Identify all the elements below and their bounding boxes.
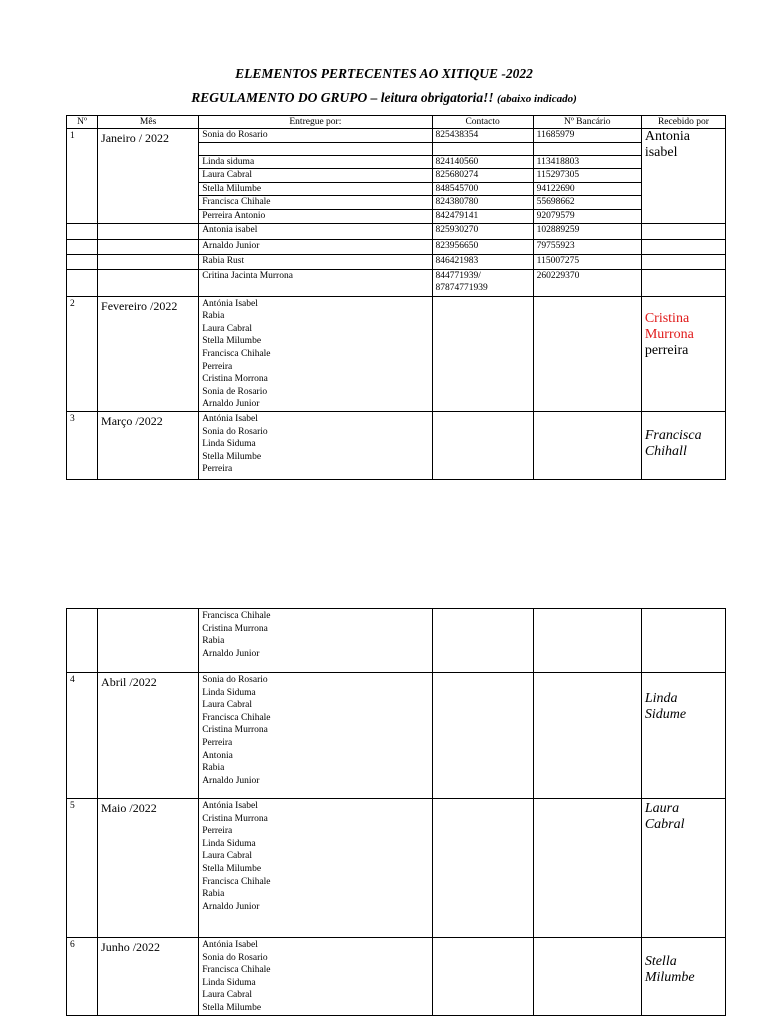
member-name	[199, 142, 432, 155]
list-item: Antónia Isabel	[202, 801, 258, 811]
member-name: Laura Cabral	[199, 169, 432, 183]
empty-cell	[533, 609, 641, 673]
member-contact: 825438354	[432, 129, 533, 143]
received-name: Linda	[644, 691, 678, 706]
list-item: Antónia Isabel	[202, 413, 258, 424]
list-item: Sonia do Rosario	[202, 426, 268, 437]
received-by	[641, 296, 725, 411]
empty-cell	[533, 296, 641, 411]
table-row	[67, 673, 726, 799]
list-item: Cristina Murrona	[202, 725, 268, 736]
list-item: Rabia	[202, 311, 225, 322]
empty-cell	[98, 223, 199, 239]
list-item: Francisca Chihale	[202, 965, 271, 976]
delivered-names	[199, 411, 432, 479]
member-bank: 92079579	[533, 209, 641, 223]
member-contact: 848545700	[432, 182, 533, 196]
empty-cell	[432, 799, 533, 938]
list-item: Linda Siduma	[202, 439, 256, 450]
list-item: Francisca Chihale	[202, 348, 271, 359]
list-item: Arnaldo Junior	[202, 399, 260, 410]
row-number: 2	[67, 296, 98, 411]
table-row	[67, 938, 726, 1016]
list-item: Perreira	[202, 361, 233, 372]
row-number: 3	[67, 411, 98, 479]
member-contact: 824140560	[432, 155, 533, 169]
empty-cell	[533, 799, 641, 938]
header-received-by: Recebido por	[641, 116, 725, 129]
list-item: Arnaldo Junior	[202, 775, 260, 786]
member-name: Stella Milumbe	[199, 182, 432, 196]
document-title: ELEMENTOS PERTECENTES AO XITIQUE -2022	[235, 66, 533, 81]
received-by	[641, 799, 725, 938]
subtitle-main: REGULAMENTO DO GRUPO – leitura obrigatoria!!	[191, 90, 494, 105]
member-bank: 55698662	[533, 196, 641, 210]
list-item: Sonia de Rosario	[202, 386, 268, 397]
row-number: 6	[67, 938, 98, 1016]
row-number: 1	[67, 129, 98, 224]
received-by	[641, 938, 725, 1016]
member-name: Perreira Antonio	[199, 209, 432, 223]
member-contact: 825680274	[432, 169, 533, 183]
empty-cell	[432, 673, 533, 799]
list-item: Laura Cabral	[202, 700, 253, 711]
list-item: Francisca Chihale	[202, 611, 271, 621]
header-contact: Contacto	[432, 116, 533, 129]
empty-cell	[67, 239, 98, 254]
received-name: Milumbe	[644, 970, 695, 985]
member-name: Sonia do Rosario	[199, 129, 432, 143]
list-item: Cristina Murrona	[202, 623, 268, 634]
list-item: Cristina Morrona	[202, 374, 268, 385]
list-item: Laura Cabral	[202, 851, 253, 862]
received-name-red: Murrona	[644, 326, 694, 342]
header-month: Mês	[98, 116, 199, 129]
member-name: Arnaldo Junior	[199, 239, 432, 254]
table-row	[67, 269, 726, 296]
member-contact: 825930270	[432, 223, 533, 239]
empty-cell	[641, 254, 725, 269]
member-name: Critina Jacinta Murrona	[199, 269, 432, 296]
row-month: Fevereiro /2022	[98, 296, 199, 411]
header-delivered-by: Entregue por:	[199, 116, 432, 129]
subtitle-note: (abaixo indicado)	[497, 93, 577, 105]
row-month: Abril /2022	[98, 673, 199, 799]
list-item: Laura Cabral	[202, 323, 253, 334]
empty-cell	[641, 223, 725, 239]
empty-cell	[533, 938, 641, 1016]
list-item: Perreira	[202, 826, 233, 837]
member-contact	[432, 269, 533, 296]
list-item: Laura Cabral	[202, 990, 253, 1001]
empty-cell	[641, 609, 725, 673]
received-name: Stella	[644, 954, 677, 969]
list-item: Francisca Chihale	[202, 876, 271, 887]
member-bank: 115007275	[533, 254, 641, 269]
received-name: Francisca	[644, 427, 702, 443]
list-item: Rabia	[202, 889, 225, 900]
member-name: Linda siduma	[199, 155, 432, 169]
empty-cell	[432, 411, 533, 479]
member-contact: 842479141	[432, 209, 533, 223]
list-item: Arnaldo Junior	[202, 901, 260, 912]
table-row	[67, 223, 726, 239]
empty-cell	[533, 411, 641, 479]
empty-cell	[641, 239, 725, 254]
header-num: Nº	[67, 116, 98, 129]
member-contact: 824380780	[432, 196, 533, 210]
member-bank: 94122690	[533, 182, 641, 196]
delivered-names	[199, 938, 432, 1016]
member-bank: 260229370	[533, 269, 641, 296]
member-bank: 113418803	[533, 155, 641, 169]
row-month: Janeiro / 2022	[98, 129, 199, 224]
member-bank	[533, 142, 641, 155]
member-name: Francisca Chihale	[199, 196, 432, 210]
contact-line: 87874771939	[435, 283, 488, 294]
list-item: Linda Siduma	[202, 687, 256, 698]
empty-cell	[67, 223, 98, 239]
header-bank-number: Nº Bancário	[533, 116, 641, 129]
received-name-red: Cristina	[644, 310, 690, 326]
list-item: Antónia Isabel	[202, 940, 258, 950]
empty-cell	[98, 239, 199, 254]
list-item: Arnaldo Junior	[202, 648, 260, 659]
row-number: 5	[67, 799, 98, 938]
received-name: Chihall	[644, 443, 687, 459]
delivered-names	[199, 673, 432, 799]
row-month: Maio /2022	[98, 799, 199, 938]
list-item: Sonia do Rosario	[202, 675, 268, 685]
received-by	[641, 411, 725, 479]
received-name: Cabral	[644, 817, 685, 832]
empty-cell	[67, 609, 98, 673]
empty-cell	[98, 254, 199, 269]
received-name: Laura	[644, 801, 680, 816]
contact-line: 844771939/	[435, 270, 481, 281]
list-item: Rabia	[202, 763, 225, 774]
delivered-names	[199, 296, 432, 411]
member-name: Antonia isabel	[199, 223, 432, 239]
empty-cell	[641, 269, 725, 296]
list-item: Perreira	[202, 464, 233, 475]
member-bank: 11685979	[533, 129, 641, 143]
table-row	[67, 411, 726, 479]
row-month: Março /2022	[98, 411, 199, 479]
member-contact	[432, 142, 533, 155]
received-by: Antonia isabel	[641, 129, 725, 224]
list-item: Perreira	[202, 737, 233, 748]
row-month: Junho /2022	[98, 938, 199, 1016]
member-name: Rabia Rust	[199, 254, 432, 269]
list-item: Francisca Chihale	[202, 712, 271, 723]
empty-cell	[432, 609, 533, 673]
document-subtitle	[0, 90, 768, 106]
empty-cell	[432, 938, 533, 1016]
list-item: Antónia Isabel	[202, 298, 258, 309]
empty-cell	[98, 269, 199, 296]
table-row	[67, 296, 726, 411]
list-item: Antonia	[202, 750, 233, 761]
empty-cell	[432, 296, 533, 411]
received-by	[641, 673, 725, 799]
table-header-row	[67, 116, 726, 129]
empty-cell	[533, 673, 641, 799]
empty-cell	[67, 254, 98, 269]
row-number: 4	[67, 673, 98, 799]
received-name: perreira	[644, 342, 689, 358]
delivered-names	[199, 799, 432, 938]
member-bank: 102889259	[533, 223, 641, 239]
list-item: Stella Milumbe	[202, 863, 262, 874]
list-item: Stella Milumbe	[202, 1002, 262, 1013]
contributions-table-page-1	[66, 115, 726, 480]
empty-cell	[67, 269, 98, 296]
table-row	[67, 254, 726, 269]
list-item: Rabia	[202, 636, 225, 647]
list-item: Stella Milumbe	[202, 451, 262, 462]
list-item: Linda Siduma	[202, 838, 256, 849]
member-contact: 846421983	[432, 254, 533, 269]
table-row	[67, 239, 726, 254]
table-row	[67, 799, 726, 938]
table-row	[67, 609, 726, 673]
list-item: Linda Siduma	[202, 977, 256, 988]
list-item: Stella Milumbe	[202, 336, 262, 347]
received-name: Sidume	[644, 707, 687, 722]
member-bank: 79755923	[533, 239, 641, 254]
member-bank: 115297305	[533, 169, 641, 183]
empty-cell	[98, 609, 199, 673]
table-row	[67, 129, 726, 143]
list-item: Sonia do Rosario	[202, 952, 268, 963]
member-contact: 823956650	[432, 239, 533, 254]
contributions-table-page-2	[66, 608, 726, 1016]
delivered-names	[199, 609, 432, 673]
list-item: Cristina Murrona	[202, 813, 268, 824]
